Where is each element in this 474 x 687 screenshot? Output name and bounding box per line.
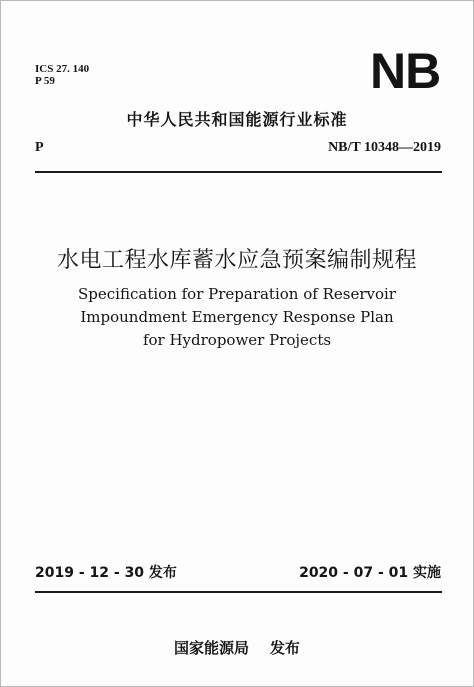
- top-divider: [35, 171, 442, 173]
- english-title-line: for Hydropower Projects: [142, 331, 332, 349]
- implementation-date: 2020 - 07 - 01 实施: [299, 565, 441, 581]
- class-code: P 59: [35, 75, 55, 87]
- standard-number: NB/T 10348—2019: [328, 140, 441, 155]
- english-title-line: Specification for Preparation of Reservoir: [78, 285, 396, 303]
- bottom-divider: [35, 591, 442, 593]
- standard-category: 中华人民共和国能源行业标准: [126, 110, 348, 129]
- publisher: 国家能源局 发布: [174, 639, 300, 657]
- classification-letter: P: [35, 140, 44, 155]
- ics-code: ICS 27. 140: [35, 63, 90, 75]
- english-title-line: Impoundment Emergency Response Plan: [80, 308, 394, 326]
- english-title: [1, 283, 473, 352]
- classification-codes: [35, 63, 89, 87]
- nb-logo: NB: [370, 43, 441, 99]
- chinese-title: 水电工程水库蓄水应急预案编制规程: [56, 248, 417, 273]
- issue-date: 2019 - 12 - 30 发布: [35, 565, 177, 581]
